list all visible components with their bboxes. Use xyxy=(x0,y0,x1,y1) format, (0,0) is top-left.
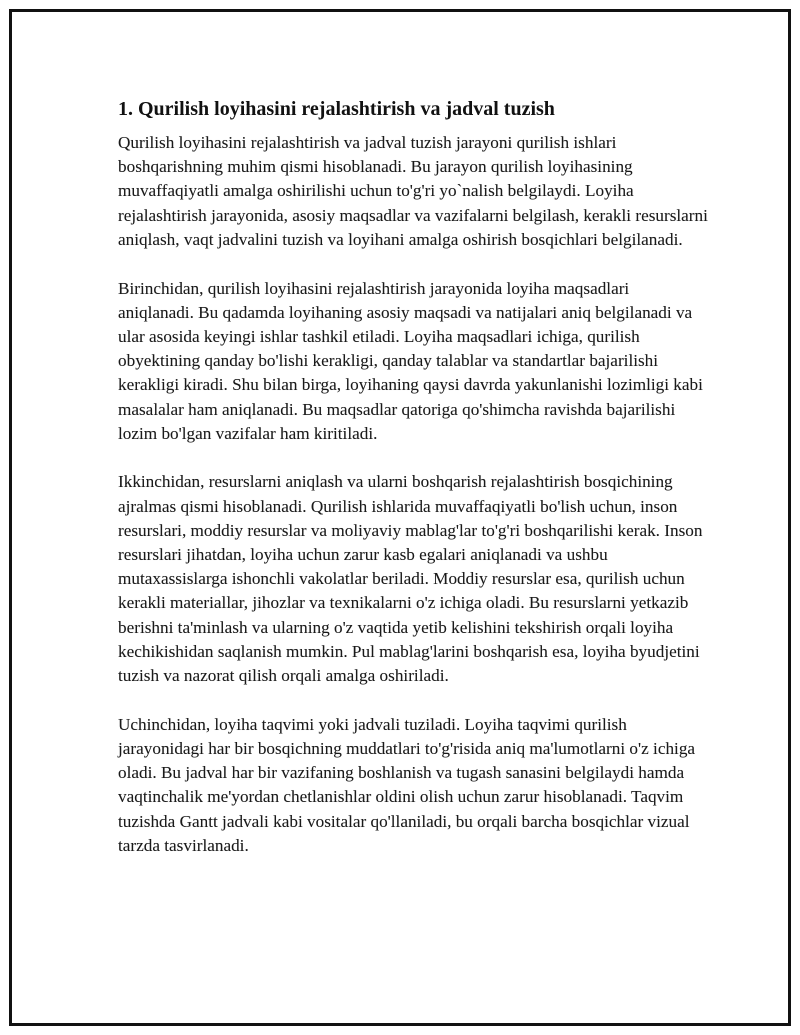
section-heading: 1. Qurilish loyihasini rejalashtirish va jadval tuzish xyxy=(118,98,555,120)
paragraph-second: Ikkinchidan, resurslarni aniqlash va ularni boshqarish rejalashtirish bosqichining ajralmas qismi hisoblanadi. Qurilish ishlarida muvaffaqiyatli bo'lish uchun, inson resurslari, moddiy resurslar va moliyaviy mablag'lar to'g'ri boshqarilishi kerak. Inson resurslari jihatdan, loyiha uchun zarur kasb egalari aniqlanadi va ushbu mutaxassislarga ishonchli vakolatlar beriladi. Moddiy resurslar esa, qurilish uchun kerakli materiallar, jihozlar va texnikalarni o'z ichiga oladi. Bu resurslarni yetkazib berishni ta'minlash va ularning o'z vaqtida yetib kelishini tekshirish orqali loyiha kechikishidan saqlanish mumkin. Pul mablag'larini boshqarish esa, loyiha byudjetini tuzish va nazorat qilish orqali amalga oshiriladi. xyxy=(118,472,703,686)
paragraph-intro: Qurilish loyihasini rejalashtirish va jadval tuzish jarayoni qurilish ishlari boshqarishning muhim qismi hisoblanadi. Bu jarayon qurilish loyihasining muvaffaqiyatli amalga oshirilishi uchun to'g'ri yo`nalish belgilaydi. Loyiha rejalashtirish jarayonida, asosiy maqsadlar va vazifalarni belgilash, kerakli resurslarni aniqlash, vaqt jadvalini tuzish va loyihani amalga oshirish bosqichlari belgilanadi. xyxy=(118,133,708,249)
document-body xyxy=(118,96,708,858)
page-frame xyxy=(9,9,791,1026)
paragraph-first: Birinchidan, qurilish loyihasini rejalashtirish jarayonida loyiha maqsadlari aniqlanadi. Bu qadamda loyihaning asosiy maqsadi va natijalari aniq belgilanadi va ular asosida keyingi ishlar tashkil etiladi. Loyiha maqsadlari ichiga, qurilish obyektining qanday bo'lishi kerakligi, qanday talablar va standartlar bajarilishi kerakligi kiradi. Shu bilan birga, loyihaning qaysi davrda yakunlanishi lozimligi kabi masalalar ham aniqlanadi. Bu maqsadlar qatoriga qo'shimcha ravishda bajarilishi lozim bo'lgan vazifalar ham kiritiladi. xyxy=(118,278,703,443)
paragraph-third: Uchinchidan, loyiha taqvimi yoki jadvali tuziladi. Loyiha taqvimi qurilish jarayonidagi har bir bosqichning muddatlari to'g'risida aniq ma'lumotlarni o'z ichiga oladi. Bu jadval har bir vazifaning boshlanish va tugash sanasini belgilaydi hamda vaqtinchalik me'yordan chetlanishlar oldini olish uchun zarur hisoblanadi. Taqvim tuzishda Gantt jadvali kabi vositalar qo'llaniladi, bu orqali barcha bosqichlar vizual tarzda tasvirlanadi. xyxy=(118,714,696,855)
